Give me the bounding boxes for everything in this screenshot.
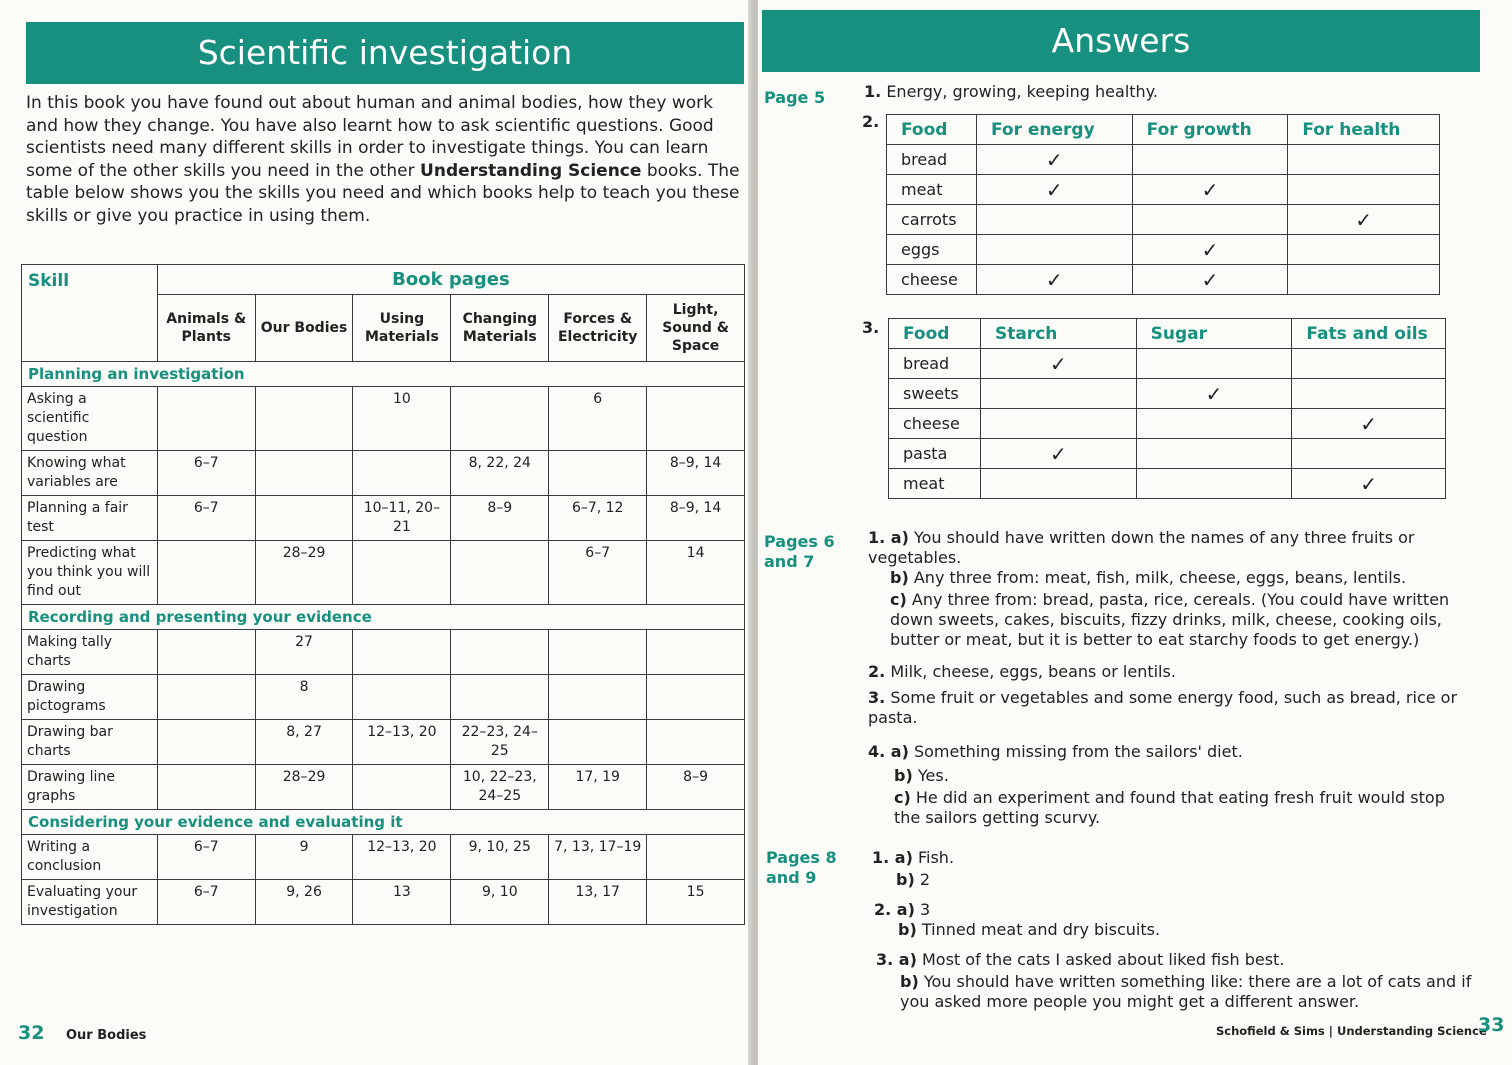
- food-name: cheese: [887, 265, 977, 295]
- header-row: [887, 115, 1440, 145]
- section-row: [22, 605, 745, 630]
- table-row: [887, 145, 1440, 175]
- page-ref-cell: [157, 630, 255, 675]
- page-ref-cell: 6–7: [157, 451, 255, 496]
- pages67-label: [764, 532, 835, 572]
- page-ref-cell: [451, 541, 549, 605]
- empty-cell: [1292, 379, 1446, 409]
- answer-text: 3: [919, 900, 931, 919]
- answer-text: Milk, cheese, eggs, beans or lentils.: [890, 662, 1176, 681]
- food-name: bread: [887, 145, 977, 175]
- page-ref-cell: 7, 13, 17–19: [549, 835, 647, 880]
- table-row: [22, 880, 745, 925]
- food-name: pasta: [889, 439, 981, 469]
- page-ref-cell: 13, 17: [549, 880, 647, 925]
- empty-cell: [1288, 265, 1440, 295]
- page-ref-cell: 8–9, 14: [647, 496, 745, 541]
- q-number: b): [896, 870, 915, 889]
- page-title: Scientific investigation: [26, 22, 744, 84]
- page-ref-cell: 13: [353, 880, 451, 925]
- page-ref-cell: 10: [353, 387, 451, 451]
- left-page: [0, 0, 752, 1065]
- pages89-label: [766, 848, 837, 888]
- page-ref-cell: 9: [255, 835, 353, 880]
- q-number: 3.: [868, 688, 886, 707]
- answer-text: Fish.: [917, 848, 955, 867]
- page-ref-cell: [157, 765, 255, 810]
- p5-q1: [864, 82, 1158, 102]
- answer-text: Something missing from the sailors' diet.: [913, 742, 1243, 761]
- tick-mark: ✓: [976, 175, 1132, 205]
- page-ref-cell: [647, 835, 745, 880]
- column-header: Fats and oils: [1292, 319, 1446, 349]
- page-ref-cell: 8, 27: [255, 720, 353, 765]
- tick-mark: ✓: [1132, 175, 1288, 205]
- column-header: Starch: [980, 319, 1136, 349]
- p89-1a: [872, 848, 954, 868]
- tick-mark: ✓: [1292, 409, 1446, 439]
- section-title: Considering your evidence and evaluating it: [22, 810, 745, 835]
- p67-1c: [890, 590, 1475, 650]
- page-ref-cell: 8–9: [451, 496, 549, 541]
- intro-text-1: In this book you have found out about human and animal bodies, how they work and how they change. You have also learnt how to ask scientific questions. Good scientists need many different skills in order to investigate things. You can learn some of the other skills you need in the other: [26, 93, 714, 181]
- page-ref-cell: 9, 10: [451, 880, 549, 925]
- skill-name: Predicting what you think you will find out: [22, 541, 158, 605]
- skill-name: Writing a conclusion: [22, 835, 158, 880]
- table-row: [887, 235, 1440, 265]
- p5-q3-number: 3.: [862, 318, 880, 337]
- page-ref-cell: 8–9, 14: [647, 451, 745, 496]
- table-row: [889, 439, 1446, 469]
- column-header: For health: [1288, 115, 1440, 145]
- answer-text: You should have written down the names of any three fruits or vegetables.: [868, 528, 1415, 567]
- empty-cell: [1288, 235, 1440, 265]
- page-ref-cell: [353, 451, 451, 496]
- page-ref-cell: 6: [549, 387, 647, 451]
- tick-mark: ✓: [1132, 265, 1288, 295]
- page-ref-cell: 27: [255, 630, 353, 675]
- page-ref-cell: 12–13, 20: [353, 720, 451, 765]
- page-ref-cell: 6–7, 12: [549, 496, 647, 541]
- skill-name: Drawing line graphs: [22, 765, 158, 810]
- page-ref-cell: [157, 387, 255, 451]
- answer-text: Yes.: [917, 766, 949, 785]
- q-number: b): [890, 568, 909, 587]
- table-row: [887, 175, 1440, 205]
- skill-name: Evaluating your investigation: [22, 880, 158, 925]
- answer-text: Any three from: meat, fish, milk, cheese, eggs, beans, lentils.: [913, 568, 1407, 587]
- page-ref-cell: 10, 22–23, 24–25: [451, 765, 549, 810]
- page-ref-cell: [549, 720, 647, 765]
- empty-cell: [1136, 409, 1292, 439]
- q-number: 4. a): [868, 742, 909, 761]
- page-ref-cell: [647, 720, 745, 765]
- answer-text: Tinned meat and dry biscuits.: [921, 920, 1161, 939]
- page-ref-cell: [353, 765, 451, 810]
- section-row: [22, 362, 745, 387]
- q-number: b): [898, 920, 917, 939]
- answer-text: 2: [919, 870, 931, 889]
- table-row: [887, 265, 1440, 295]
- p67-1a: [868, 528, 1468, 568]
- page-ref-cell: [255, 451, 353, 496]
- p67-3: [868, 688, 1468, 728]
- footer-book-title: Our Bodies: [66, 1028, 147, 1043]
- page-ref-cell: 9, 26: [255, 880, 353, 925]
- page-ref-cell: [255, 387, 353, 451]
- p67-4b: [894, 766, 1474, 786]
- empty-cell: [1292, 349, 1446, 379]
- table-row: [22, 675, 745, 720]
- header-row: [889, 319, 1446, 349]
- column-header: Food: [889, 319, 981, 349]
- empty-cell: [976, 205, 1132, 235]
- page-ref-cell: [451, 387, 549, 451]
- skill-name: Drawing bar charts: [22, 720, 158, 765]
- skill-header: Skill: [22, 265, 158, 362]
- section-row: [22, 810, 745, 835]
- table-row: [22, 387, 745, 451]
- q-number: 2.: [868, 662, 886, 681]
- tick-mark: ✓: [976, 145, 1132, 175]
- page-ref-cell: [647, 387, 745, 451]
- table-row: [887, 205, 1440, 235]
- skills-table-body: [22, 362, 745, 925]
- section-title: Planning an investigation: [22, 362, 745, 387]
- empty-cell: [980, 409, 1136, 439]
- pages67-label-line2: and 7: [764, 552, 815, 571]
- table-row: [22, 765, 745, 810]
- book-pages-header: Book pages: [157, 265, 744, 295]
- page-ref-cell: [157, 541, 255, 605]
- table-row: [889, 379, 1446, 409]
- table-row: [889, 469, 1446, 499]
- empty-cell: [1136, 439, 1292, 469]
- column-header: Animals & Plants: [157, 295, 255, 362]
- page-ref-cell: 17, 19: [549, 765, 647, 810]
- food-name: sweets: [889, 379, 981, 409]
- table-row: [22, 630, 745, 675]
- page-ref-cell: [451, 630, 549, 675]
- table-row: [22, 541, 745, 605]
- food-name: meat: [887, 175, 977, 205]
- q-number: 1. a): [868, 528, 909, 547]
- table-row: [889, 409, 1446, 439]
- page-ref-cell: 14: [647, 541, 745, 605]
- empty-cell: [1292, 439, 1446, 469]
- empty-cell: [1136, 349, 1292, 379]
- page-ref-cell: [353, 675, 451, 720]
- section-title: Recording and presenting your evidence: [22, 605, 745, 630]
- skill-name: Planning a fair test: [22, 496, 158, 541]
- skill-name: Making tally charts: [22, 630, 158, 675]
- food-name: carrots: [887, 205, 977, 235]
- skill-name: Drawing pictograms: [22, 675, 158, 720]
- q-number: b): [894, 766, 913, 785]
- food-name: eggs: [887, 235, 977, 265]
- skill-name: Asking a scientific question: [22, 387, 158, 451]
- food-name: meat: [889, 469, 981, 499]
- p89-3a: [876, 950, 1476, 970]
- page-ref-cell: [647, 630, 745, 675]
- column-header: Sugar: [1136, 319, 1292, 349]
- tick-mark: ✓: [1292, 469, 1446, 499]
- table-row: [22, 451, 745, 496]
- page5-label: Page 5: [764, 88, 826, 107]
- answer-text: Some fruit or vegetables and some energy food, such as bread, rice or pasta.: [868, 688, 1458, 727]
- page-number-right: 33: [1478, 1014, 1505, 1036]
- answer-text: You should have written something like: there are a lot of cats and if you asked more people you might get a different answer.: [900, 972, 1472, 1011]
- page-ref-cell: 6–7: [157, 496, 255, 541]
- page-ref-cell: [549, 451, 647, 496]
- page-ref-cell: 12–13, 20: [353, 835, 451, 880]
- q-number: c): [890, 590, 907, 609]
- pages67-label-line1: Pages 6: [764, 532, 835, 551]
- q-number: 1.: [864, 82, 882, 101]
- tick-mark: ✓: [980, 349, 1136, 379]
- table-row: [889, 349, 1446, 379]
- p67-4a: [868, 742, 1468, 762]
- q-number: 1. a): [872, 848, 913, 867]
- page-ref-cell: [549, 675, 647, 720]
- pages89-label-line2: and 9: [766, 868, 817, 887]
- empty-cell: [1132, 145, 1288, 175]
- page-ref-cell: 9, 10, 25: [451, 835, 549, 880]
- page-ref-cell: 10–11, 20–21: [353, 496, 451, 541]
- footer-publisher: Schofield & Sims | Understanding Science: [1216, 1024, 1487, 1038]
- table-row: [22, 496, 745, 541]
- answer-text: He did an experiment and found that eating fresh fruit would stop the sailors getting scurvy.: [894, 788, 1445, 827]
- p89-2b: [898, 920, 1160, 940]
- column-header: For energy: [976, 115, 1132, 145]
- empty-cell: [980, 469, 1136, 499]
- q-number: b): [900, 972, 919, 991]
- q-number: c): [894, 788, 911, 807]
- tick-mark: ✓: [980, 439, 1136, 469]
- page-ref-cell: 22–23, 24–25: [451, 720, 549, 765]
- p67-1b: [890, 568, 1470, 588]
- food-table-q2: [886, 114, 1440, 295]
- page-ref-cell: [451, 675, 549, 720]
- p89-3b: [900, 972, 1490, 1012]
- page-ref-cell: [157, 675, 255, 720]
- page-ref-cell: [353, 541, 451, 605]
- page-ref-cell: 8–9: [647, 765, 745, 810]
- answers-title: Answers: [762, 10, 1480, 72]
- page-ref-cell: [255, 496, 353, 541]
- p5-q2-number: 2.: [862, 112, 880, 131]
- page-ref-cell: [353, 630, 451, 675]
- intro-paragraph: [26, 92, 746, 227]
- column-header: Light, Sound & Space: [647, 295, 745, 362]
- tick-mark: ✓: [1288, 205, 1440, 235]
- intro-text-bold: Understanding Science: [420, 160, 642, 181]
- p89-1b: [896, 870, 930, 890]
- page-ref-cell: 6–7: [549, 541, 647, 605]
- table-row: [22, 835, 745, 880]
- empty-cell: [1132, 205, 1288, 235]
- answer-text: Energy, growing, keeping healthy.: [886, 82, 1158, 101]
- page-ref-cell: 28–29: [255, 541, 353, 605]
- table-row: [22, 720, 745, 765]
- tick-mark: ✓: [1136, 379, 1292, 409]
- tick-mark: ✓: [976, 265, 1132, 295]
- answer-text: Most of the cats I asked about liked fish best.: [921, 950, 1285, 969]
- answer-text: Any three from: bread, pasta, rice, cereals. (You could have written down sweets, cakes, biscuits, fizzy drinks, milk, cheese, cooking oils, butter or meat, but it is better to eat starchy foods to get energy.): [890, 590, 1450, 649]
- column-header: Forces & Electricity: [549, 295, 647, 362]
- column-header: For growth: [1132, 115, 1288, 145]
- empty-cell: [1288, 175, 1440, 205]
- column-header: Our Bodies: [255, 295, 353, 362]
- page-ref-cell: 8, 22, 24: [451, 451, 549, 496]
- page-ref-cell: 6–7: [157, 835, 255, 880]
- column-header: Changing Materials: [451, 295, 549, 362]
- page-ref-cell: [549, 630, 647, 675]
- column-header: Using Materials: [353, 295, 451, 362]
- page-ref-cell: 6–7: [157, 880, 255, 925]
- p89-2a: [874, 900, 930, 920]
- skills-table: [21, 264, 745, 925]
- p67-4c: [894, 788, 1474, 828]
- q-number: 3. a): [876, 950, 917, 969]
- intro-text-2: books. The table below shows you the skills you need and which books help to teach you these skills or give you practice in using them.: [26, 160, 740, 226]
- skill-name: Knowing what variables are: [22, 451, 158, 496]
- q-number: 2. a): [874, 900, 915, 919]
- tick-mark: ✓: [1132, 235, 1288, 265]
- page-ref-cell: 8: [255, 675, 353, 720]
- page-ref-cell: [647, 675, 745, 720]
- food-name: bread: [889, 349, 981, 379]
- page-number-left: 32: [18, 1022, 45, 1044]
- p67-2: [868, 662, 1468, 682]
- page-ref-cell: 15: [647, 880, 745, 925]
- column-header: Food: [887, 115, 977, 145]
- empty-cell: [976, 235, 1132, 265]
- page-ref-cell: [157, 720, 255, 765]
- empty-cell: [1136, 469, 1292, 499]
- right-page: [758, 0, 1512, 1065]
- empty-cell: [980, 379, 1136, 409]
- empty-cell: [1288, 145, 1440, 175]
- pages89-label-line1: Pages 8: [766, 848, 837, 867]
- food-table-q3: [888, 318, 1446, 499]
- page-ref-cell: 28–29: [255, 765, 353, 810]
- food-name: cheese: [889, 409, 981, 439]
